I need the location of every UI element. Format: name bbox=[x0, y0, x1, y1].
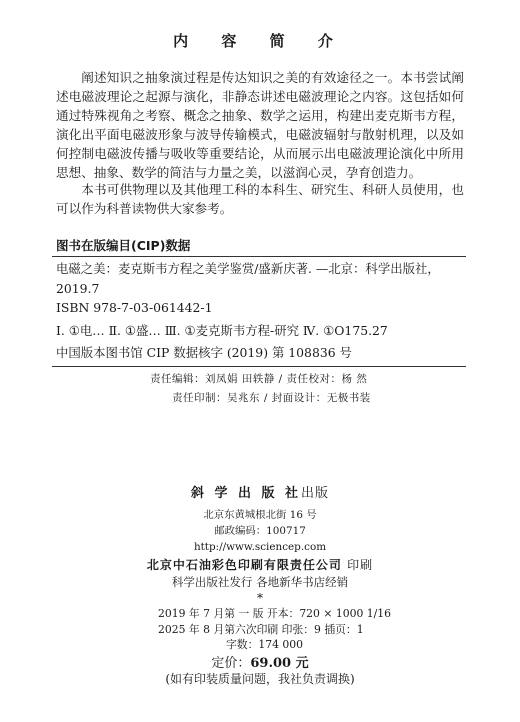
cip-record-number: 中国版本图书馆 CIP 数据核字 (2019) 第 108836 号 bbox=[56, 345, 352, 360]
edition-line-1: 2019 年 7 月第 一 版 开本：720 × 1000 1/16 bbox=[158, 607, 391, 620]
credits-production: 责任印制：吴兆东 / 封面设计：无极书装 bbox=[172, 392, 371, 404]
intro-paragraph-1: 阐述知识之抽象演过程是传达知识之美的有效途径之一。本书尝试阐述电磁波理论之起源与演化，非静态讲述电磁波理论之内容。这包括如何通过特殊视角之考察、概念之抽象、数学之运用，构建出麦克斯韦方程，演化出平面电磁波形象与波导传输模式，电磁波辐射与散射机理，以及如何控制电磁波传播与吸收等重要结论，从而展示出电磁波理论演化中所用思想、抽象、数学的简洁与力量之美，以滋润心灵，孕育创造力。 bbox=[56, 70, 464, 180]
publisher-suffix: 出版 bbox=[301, 486, 330, 501]
cip-year: 2019.7 bbox=[56, 281, 100, 296]
printer-line bbox=[0, 556, 520, 573]
printer-name: 北京中石油彩色印刷有限责任公司 bbox=[146, 558, 342, 572]
cip-heading: 图书在版编目(CIP)数据 bbox=[56, 238, 191, 253]
cip-classification: Ⅰ. ①电… Ⅱ. ①盛… Ⅲ. ①麦克斯韦方程-研究 Ⅳ. ①O175.27 bbox=[56, 323, 388, 338]
cip-top-rule bbox=[52, 256, 466, 257]
quality-notice: (如有印装质量问题，我社负责调换) bbox=[165, 672, 355, 686]
page-title: 内 容 简 介 bbox=[173, 32, 347, 50]
publisher-website: http://www.sciencep.com bbox=[193, 541, 327, 553]
price-label: 定价： bbox=[211, 656, 251, 671]
publisher-address: 北京东黄城根北街 16 号 bbox=[203, 509, 317, 521]
intro-paragraph-2: 本书可供物理以及其他理工科的本科生、研究生、科研人员使用，也可以作为科普读物供大家参考。 bbox=[56, 182, 464, 216]
separator-asterisk: * bbox=[257, 591, 263, 605]
publisher-imprint bbox=[0, 482, 520, 501]
edition-word-count: 字数：174 000 bbox=[226, 638, 304, 651]
cip-bottom-rule bbox=[52, 366, 466, 367]
printer-suffix: 印刷 bbox=[347, 558, 374, 572]
price-line bbox=[0, 652, 520, 671]
distribution-line: 科学出版社发行 各地新华书店经销 bbox=[171, 575, 349, 589]
edition-line-2: 2025 年 8 月第六次印刷 印张：9 插页：1 bbox=[158, 623, 364, 636]
credits-editors: 责任编辑：刘凤娟 田轶静 / 责任校对：杨 然 bbox=[150, 373, 368, 385]
cip-bibliographic-entry: 电磁之美：麦克斯韦方程之美学鉴赏/盛新庆著. —北京：科学出版社， bbox=[56, 261, 440, 276]
cip-isbn: ISBN 978-7-03-061442-1 bbox=[56, 300, 213, 315]
publisher-name: 斜 学 出 版 社 bbox=[190, 486, 302, 501]
publisher-postcode: 邮政编码：100717 bbox=[214, 525, 306, 537]
price-value: 69.00 元 bbox=[250, 656, 309, 671]
